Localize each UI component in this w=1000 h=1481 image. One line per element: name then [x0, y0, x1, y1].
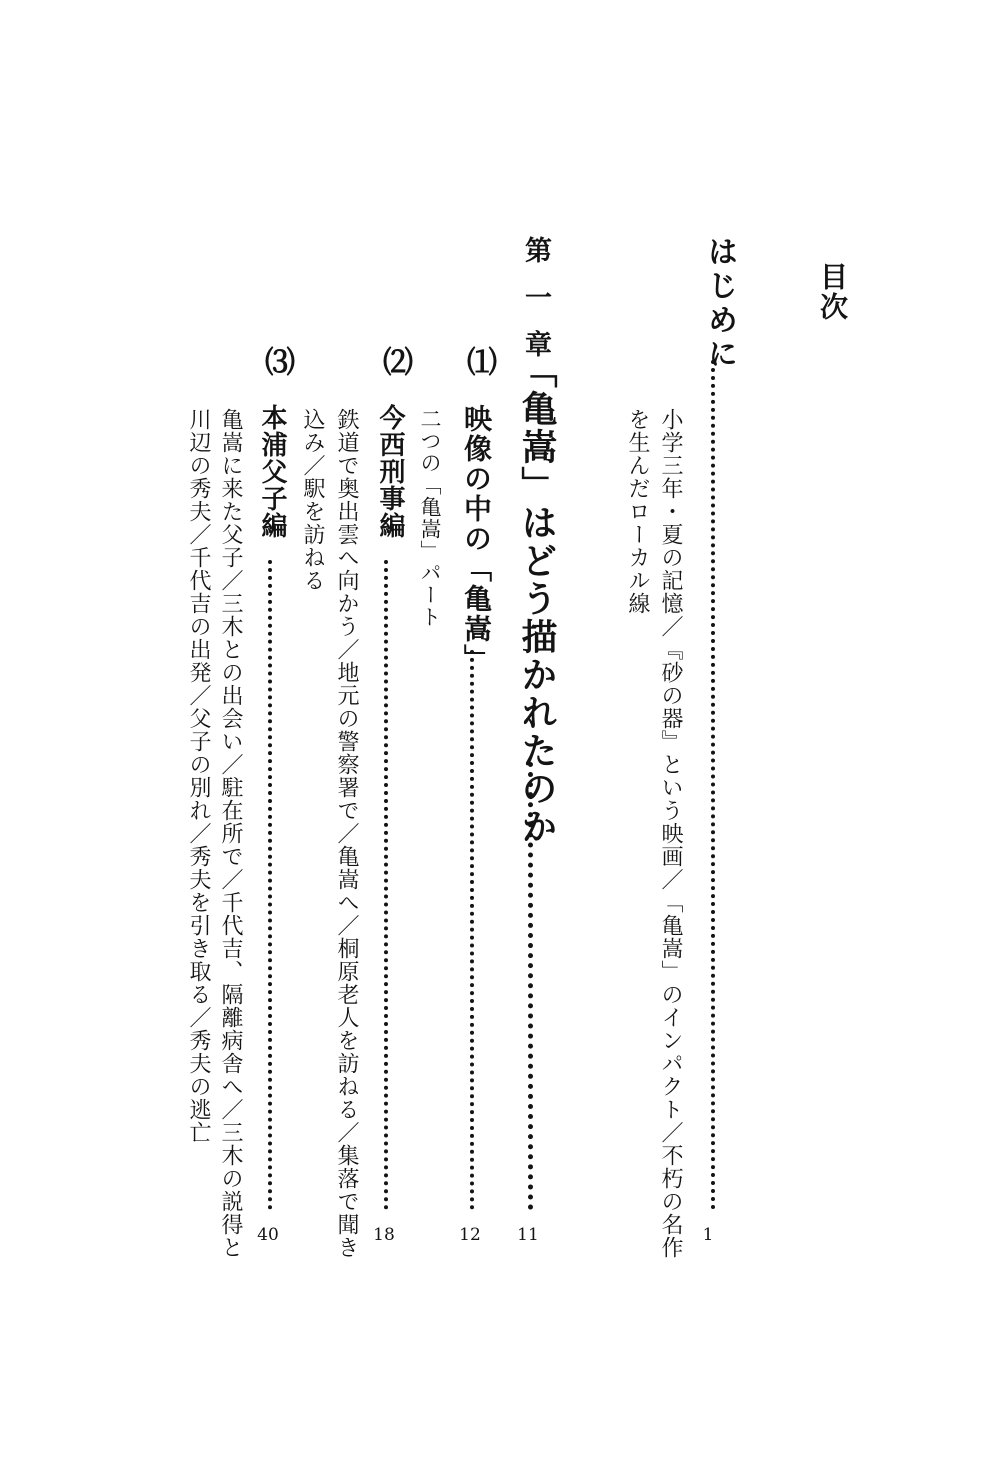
- chapter-1-title[interactable]: 「亀嵩」はどう描かれたのか: [516, 352, 558, 846]
- section-2-leader: [384, 560, 388, 1210]
- intro-leader: [711, 360, 715, 1210]
- intro-heading[interactable]: はじめに: [702, 236, 737, 372]
- section-2-number: ⑵: [377, 346, 412, 376]
- intro-description-line-1: 小学三年・夏の記憶／『砂の器』という映画／「亀嵩」のインパクト／不朽の名作: [658, 408, 683, 1259]
- section-1-description-line-1: 二つの「亀嵩」パート: [418, 408, 442, 628]
- section-3-leader: [268, 560, 272, 1210]
- section-2-description-line-2: 込み／駅を訪ねる: [300, 408, 325, 592]
- section-2-title[interactable]: 今西刑事編: [375, 404, 405, 539]
- chapter-1-number: 第一章: [520, 236, 551, 377]
- chapter-1-page-number: 11: [517, 1225, 539, 1245]
- section-2-description-line-1: 鉄道で奥出雲へ向かう／地元の警察署で／亀嵩へ／桐原老人を訪ねる／集落で聞き: [334, 408, 359, 1259]
- intro-description-line-2: を生んだローカル線: [625, 408, 650, 615]
- section-1-page-number: 12: [459, 1225, 481, 1245]
- toc-title: 目次: [816, 262, 849, 322]
- section-1-leader: [470, 650, 474, 1210]
- section-3-description-line-1: 亀嵩に来た父子／三木との出会い／駐在所で／千代吉、隔離病舎へ／三木の説得と: [218, 408, 243, 1259]
- section-1-title[interactable]: 映像の中の「亀嵩」: [460, 404, 493, 674]
- section-2-page-number: 18: [373, 1225, 395, 1245]
- section-3-number: ⑶: [259, 346, 294, 376]
- section-3-page-number: 40: [257, 1225, 279, 1245]
- intro-page-number: 1: [702, 1225, 714, 1245]
- section-3-description-line-2: 川辺の秀夫／千代吉の出発／父子の別れ／秀夫を引き取る／秀夫の逃亡: [186, 408, 211, 1144]
- section-3-title[interactable]: 本浦父子編: [257, 404, 287, 539]
- chapter-1-leader: [528, 762, 533, 1210]
- section-1-number: ⑴: [461, 346, 496, 376]
